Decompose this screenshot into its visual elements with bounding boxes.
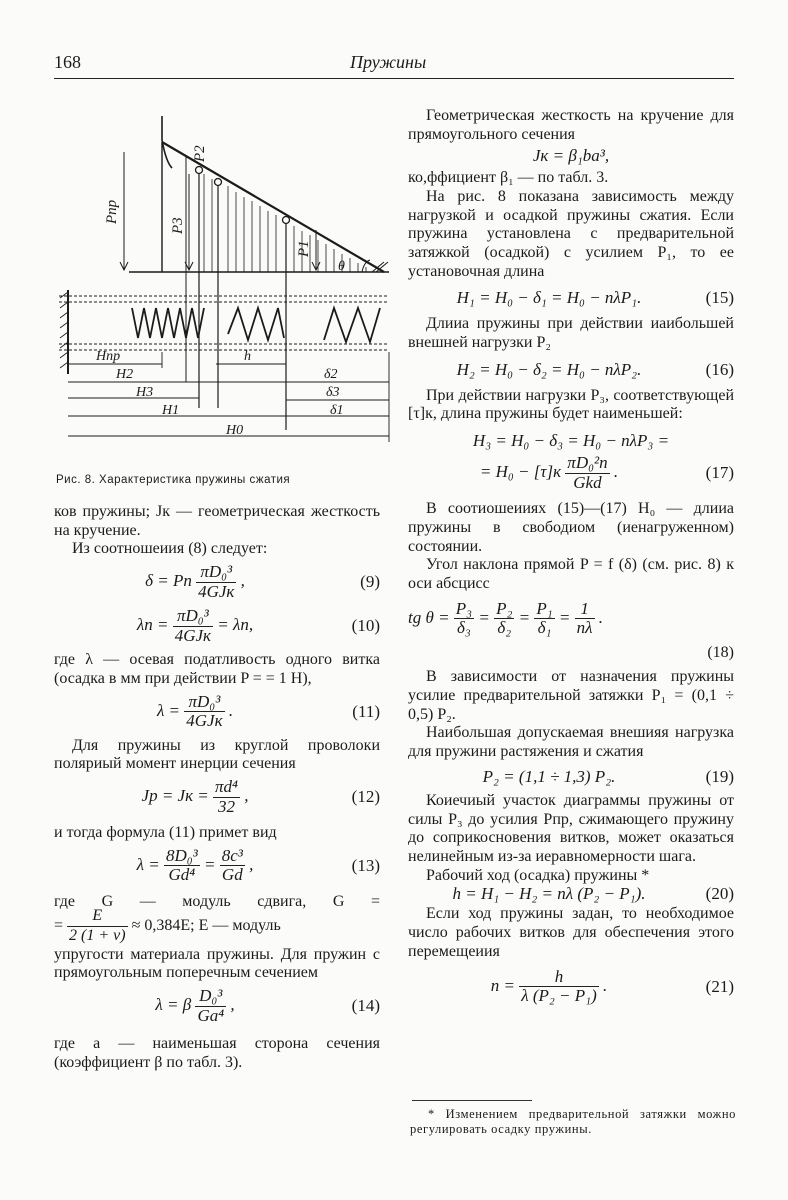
right-p11: Рабочий ход (осадка) пружины *: [426, 866, 650, 884]
right-p8: В зависимости от назначения пружины усилие предварительной затяжки P₁ = (0,1 ÷ 0,5) P₂.: [408, 668, 734, 723]
left-p6c: упругости материала пружины. Для пружин с прямоугольным поперечным сечением: [54, 945, 380, 982]
left-p2: Из соотношеиия (8) следует:: [72, 540, 268, 558]
spring-mid: [228, 308, 284, 340]
spring-free: [324, 308, 380, 342]
point-p1: [283, 217, 290, 224]
label-d1: δ1: [330, 403, 344, 418]
left-column: [54, 503, 380, 1073]
label-d2: δ2: [324, 367, 338, 382]
footnote-rule: [412, 1100, 532, 1101]
label-h: h: [244, 349, 251, 364]
formula-10: λп = $\frac{\text{πD₀³}}{\text{4GJк}}$ = λn, (10): [136, 606, 380, 645]
right-p3: На рис. 8 показана зависимость между нагрузкой и осадкой пружины сжатия. Если пружина установлена с предварительной затяжкой (осадкой) с усилием P₁, то ее установочная длина: [408, 187, 734, 280]
left-p3: где λ — осевая податливость одного витка (осадка в мм при действии P = = 1 Н),: [54, 651, 380, 687]
formula-20: h = H₁ − H₂ = nλ (P₂ − P₁). (20): [452, 884, 734, 904]
point-p2: [215, 179, 222, 186]
label-p2: P2: [192, 145, 208, 162]
formula-14: λ = β $\frac{\text{D₀³}}{\text{Ga⁴}}$ , (14): [155, 986, 380, 1025]
left-p4: Для пружины из круглой проволоки поляриый момент инерции сечения: [54, 736, 380, 773]
right-p2: ко,ффициент β₁ — по табл. 3.: [408, 169, 609, 187]
right-p9: Наибольшая допускаемая внешияя нагрузка для пружини растяжения и сжатия: [408, 724, 734, 761]
right-p6: В соотиошеииях (15)—(17) H₀ — длииа пружины в свободиом (иенагруженном) состоянии.: [408, 500, 734, 555]
running-title: Пружины: [350, 52, 427, 72]
left-p6b: = $\frac{E}{2 (1 + \nu)}$ ≈ 0,384E; E — модуль: [54, 907, 281, 945]
label-h1: H1: [162, 403, 180, 418]
label-pnp: Pпр: [104, 199, 120, 224]
right-column: [408, 107, 734, 1020]
formula-16: H₂ = H₀ − δ₂ = H₀ − nλP₂. (16): [456, 359, 734, 379]
point-p3: [196, 167, 203, 174]
formula-11: λ = $\frac{\text{πD₀³}}{\text{4GJк}}$ . (11): [156, 691, 380, 731]
formula-15: H₁ = H₀ − δ₁ = H₀ − nλP₁. (15): [456, 288, 734, 308]
right-p1: Геометрическая жесткость на кручение для прямоугольного сечения: [408, 107, 734, 143]
label-h2: H2: [116, 367, 134, 382]
header-rule: [54, 78, 734, 79]
right-p5: При действии нагрузки P₃, соответствующей [τ]к, длина пружины будет наименьшей:: [408, 386, 734, 423]
spring-characteristic-figure: [54, 112, 392, 472]
formula-17b: = H₀ − [τ]к $\frac{\text{πD₀²n}}{\text{Gkd}}$ . (17): [479, 453, 734, 492]
formula-18-number: (18): [707, 643, 734, 661]
label-h3: H3: [136, 385, 154, 400]
formula-17a: H₃ = H₀ − δ₃ = H₀ − nλP₃ =: [472, 431, 670, 451]
label-h0: H0: [226, 423, 244, 438]
label-d3: δ3: [326, 385, 340, 400]
right-p7: Угол наклона прямой P = f (δ) (см. рис. 8) к оси абсцисс: [408, 556, 734, 592]
label-p3: P3: [170, 217, 186, 234]
left-p5: и тогда формула (11) примет вид: [54, 823, 277, 841]
right-p12: Если ход пружины задан, то необходимое число рабочих витков для обеспечения этого перемещеиия: [408, 905, 734, 960]
formula-12: Jp = Jк = $\frac{\text{πd⁴}}{32}$ , (12): [141, 776, 380, 816]
formula-jk: Jк = β₁ba³,: [532, 146, 610, 166]
page-number: 168: [54, 52, 81, 72]
formula-18: tg θ = $\frac{\text{P₃}}{\text{δ₃}}$ = $\frac{\text{P₂}}{\text{δ₂}}$ = $\frac{\text{P₁}}{\text{δ₁}}$ = $\frac{1}{n\lambda}$ .: [408, 598, 604, 638]
left-p1: ков пружины; Jк — геометрическая жесткость на кручение.: [54, 503, 380, 539]
left-p6a: где G — модуль сдвига, G =: [54, 892, 380, 910]
formula-21: n = $\frac{h}{\text{λ (P₂ − P₁)}}$ . (21): [490, 966, 734, 1006]
footnote: * Изменением предварительной затяжки можно регулировать осадку пружины.: [410, 1107, 736, 1136]
label-theta: θ: [338, 259, 345, 274]
figure-caption: Рис. 8. Характеристика пружины сжатия: [56, 474, 291, 486]
label-hnp: Hпр: [96, 349, 121, 364]
right-p10: Коиечиый участок диаграммы пружины от силы P₃ до усилия Pпр, сжимающего пружину до соприкосновения витков, может оказаться нелинейным из-за иеравномерности шага.: [408, 791, 734, 865]
formula-13: λ = $\frac{\text{8D₀³}}{\text{Gd⁴}}$ = $\frac{\text{8c³}}{Gd}$ , (13): [136, 845, 380, 885]
spring-compressed: [132, 308, 204, 338]
left-p7: где a — наименьшая сторона сечения (коэффициент β по табл. 3).: [54, 1035, 380, 1071]
formula-9: δ = Pn $\frac{\text{πD₀³}}{\text{4GJк}}$ , (9): [145, 562, 380, 601]
label-p1: P1: [296, 240, 312, 257]
formula-19: P₂ = (1,1 ÷ 1,3) P₂. (19): [482, 766, 734, 786]
right-p4: Длииа пружины при действии иаибольшей внешней нагрузки P₂: [408, 315, 734, 352]
